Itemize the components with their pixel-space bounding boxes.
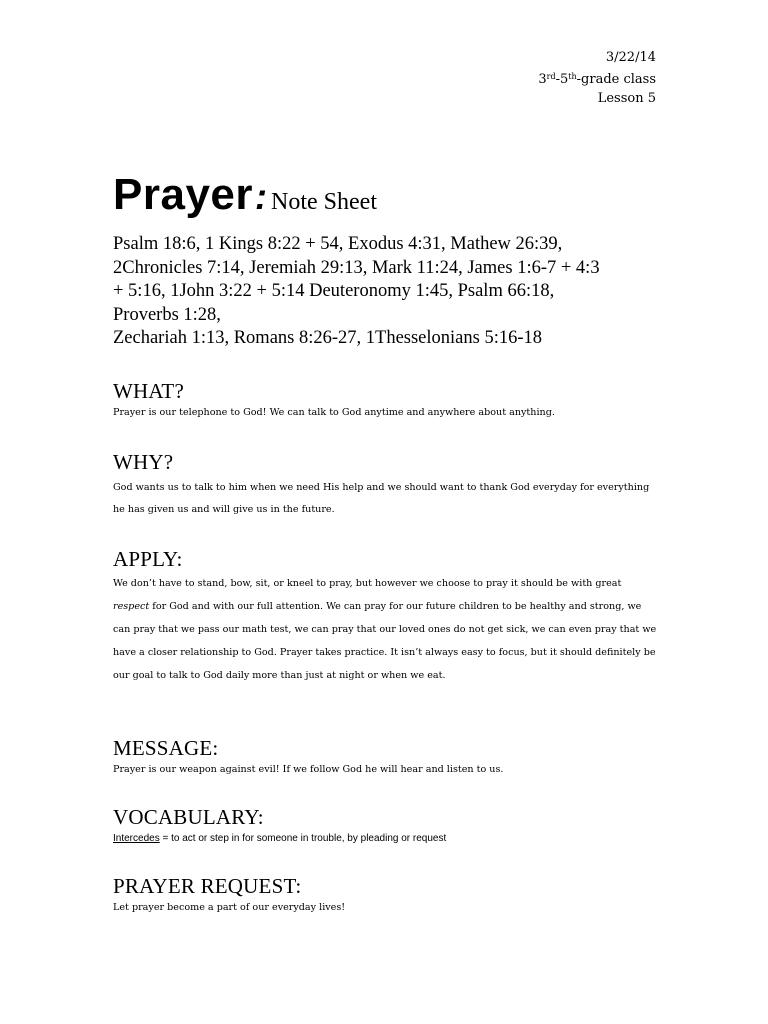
reference-line: 2Chronicles 7:14, Jeremiah 29:13, Mark 11:24, James 1:6-7 + 4:3 <box>113 257 600 278</box>
section-apply <box>113 547 658 687</box>
section-heading: PRAYER REQUEST: <box>113 874 302 898</box>
section-text: Let prayer become a part of our everyday lives! <box>113 902 346 913</box>
section-heading: WHY? <box>113 450 174 474</box>
reference-line: + 5:16, 1John 3:22 + 5:14 Deuteronomy 1:45, Psalm 66:18, <box>113 281 555 301</box>
reference-line: Proverbs 1:28, <box>113 304 221 325</box>
grade-separator: - <box>555 72 560 87</box>
section-prayer-request <box>113 874 658 915</box>
header-meta <box>538 48 656 108</box>
grade-from-sup: rd <box>546 72 556 81</box>
header-date: 3/22/14 <box>605 50 656 65</box>
section-text: Prayer is our weapon against evil! If we follow God he will hear and listen to us. <box>113 764 504 775</box>
vocabulary-definition: = to act or step in for someone in trouble, by pleading or request <box>159 833 447 844</box>
vocabulary-entry <box>113 832 658 846</box>
section-heading: VOCABULARY: <box>113 805 264 829</box>
reference-line: Psalm 18:6, 1 Kings 8:22 + 54, Exodus 4:31, Mathew 26:39, <box>113 234 563 254</box>
title-subtitle: Note Sheet <box>271 189 377 215</box>
section-heading: WHAT? <box>113 379 184 403</box>
reference-line: Zechariah 1:13, Romans 8:26-27, 1Thesselonians 5:16-18 <box>113 328 543 348</box>
section-vocabulary <box>113 805 658 846</box>
apply-emphasis: respect <box>113 601 150 612</box>
vocabulary-term: Intercedes <box>113 833 160 844</box>
page-title <box>113 170 377 220</box>
grade-to-sup: th <box>568 72 577 81</box>
apply-text-end: for God and with our full attention. We can pray for our future children to be healthy and strong, we can pray that we pass our math test, we can pray that our loved ones do not get sick, we can even pray that we have a closer relationship to God. Prayer takes practice. It isn’t always easy to focus, but it should definitely be our goal to talk to God daily more than just at night or when we eat. <box>113 601 657 681</box>
header-grade <box>538 67 656 89</box>
section-what <box>113 379 658 420</box>
title-main: Prayer <box>113 170 254 219</box>
scripture-references <box>113 233 658 351</box>
apply-text-start: We don’t have to stand, bow, sit, or kneel to pray, but however we choose to pray it should be with great <box>113 578 622 589</box>
header-lesson: Lesson 5 <box>597 91 656 106</box>
section-text: God wants us to talk to him when we need His help and we should want to thank God everyday for everything he has given us and will give us in the future. <box>113 482 650 515</box>
section-why <box>113 450 658 521</box>
grade-rest: -grade class <box>576 72 656 87</box>
section-heading: MESSAGE: <box>113 736 219 760</box>
section-heading: APPLY: <box>113 547 183 571</box>
title-colon: : <box>255 176 268 217</box>
grade-from: 3 <box>538 72 547 87</box>
section-text <box>113 572 658 687</box>
section-text: Prayer is our telephone to God! We can talk to God anytime and anywhere about anything. <box>113 407 555 418</box>
grade-to: 5 <box>559 72 569 87</box>
section-message <box>113 736 658 777</box>
